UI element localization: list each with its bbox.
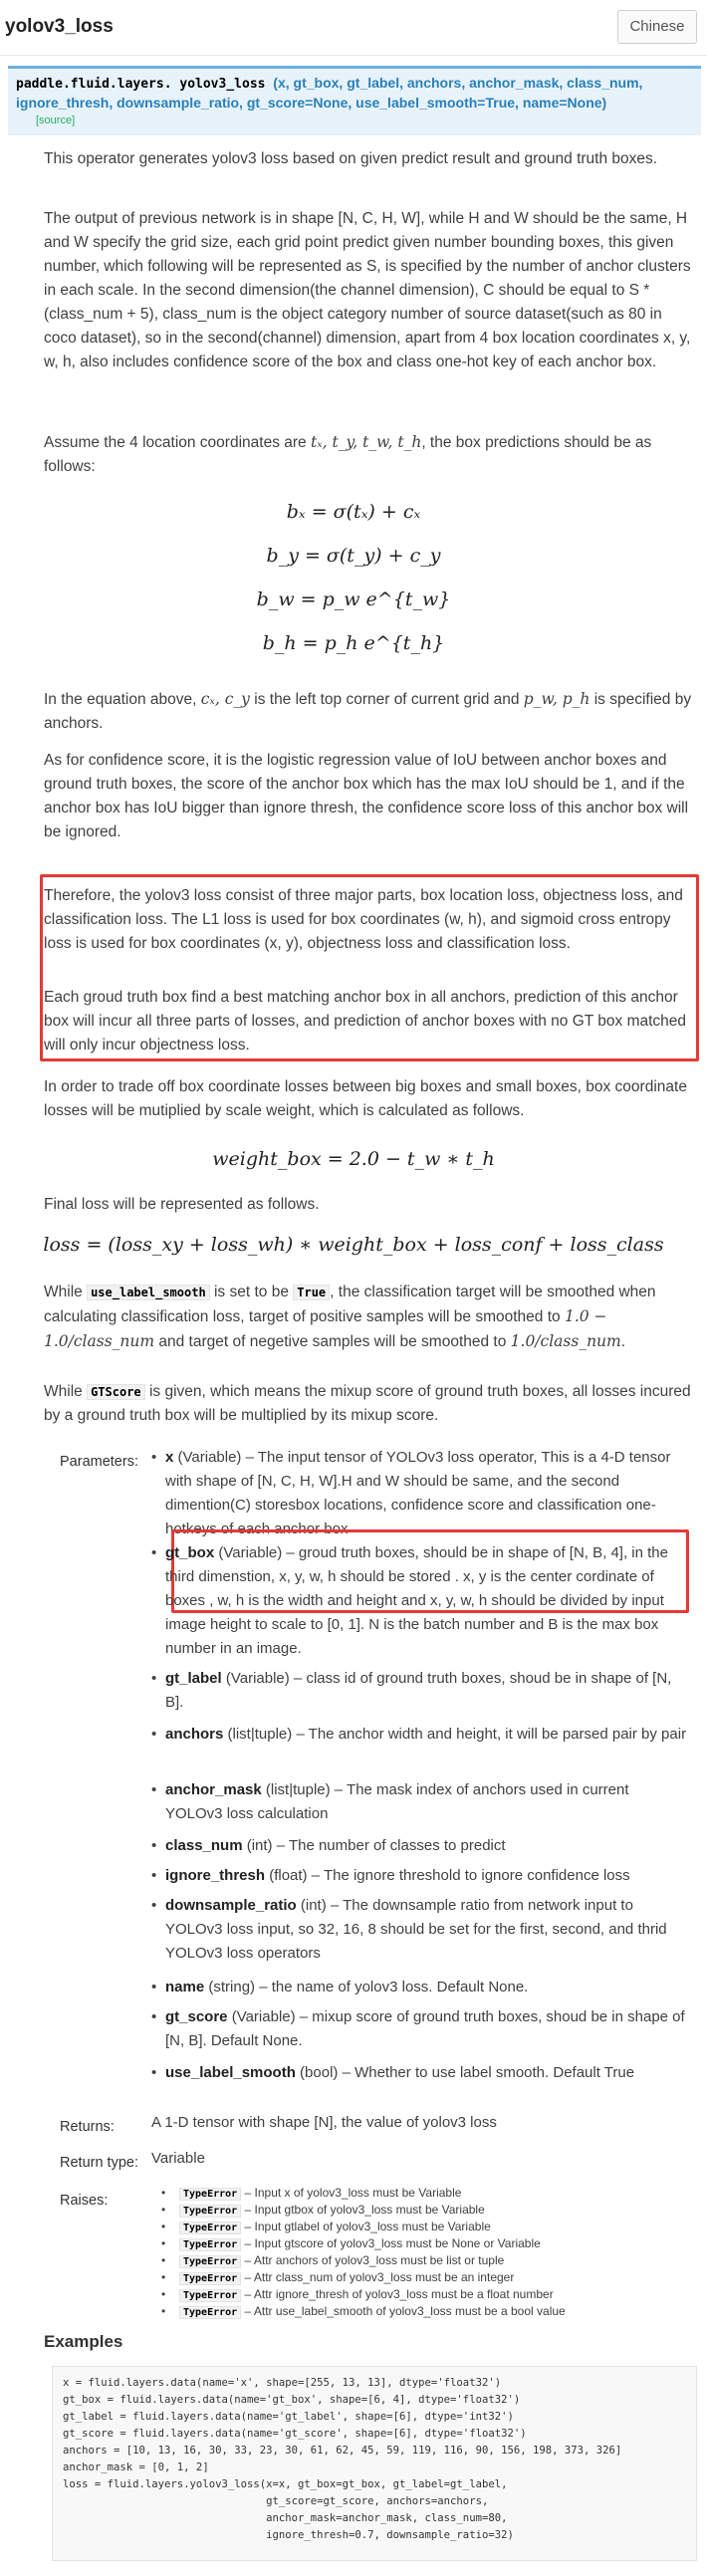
paragraph-equation-note: In the equation above, cₓ, c_y is the left top corner of current grid and p_w, p_h is specified by anchors. xyxy=(44,690,692,732)
code-line: anchor_mask = [0, 1, 2] xyxy=(63,2461,209,2473)
code-line: x = fluid.layers.data(name='x', shape=[255, 13, 13], dtype='float32') xyxy=(63,2377,502,2389)
code-line: anchor_mask=anchor_mask, class_num=80, xyxy=(63,2512,508,2524)
code-line: loss = fluid.layers.yolov3_loss(x=x, gt_box=gt_box, gt_label=gt_label, xyxy=(63,2478,508,2490)
equation-by: b_y = σ(t_y) + c_y xyxy=(266,545,441,567)
code-line: gt_score=gt_score, anchors=anchors, xyxy=(63,2495,489,2507)
paragraph-output-shape: The output of previous network is in shape [N, C, H, W], while H and W should be the same, H and W specify the grid size, each grid point predict given number bounding boxes, this given number, which following will be represented as S, is specified by the number of anchor clusters in each scale. In the second dimension(the channel dimension), C should be equal to S * (class_num + 5), class_num is the object category number of source dataset(such as 80 in coco dataset), so in the second(channel) dimension, apart from 4 box location coordinates x, y, w, h, also includes confidence score of the box and class one-hot key of each anchor box. xyxy=(44,210,691,370)
raise-item: • TypeError – Attr use_label_smooth of yolov3_loss must be a bool value xyxy=(151,2303,689,2321)
paragraph-label-smooth: While use_label_smooth is set to be True , the classification target will be smoothed when calculating classification loss, target of positive samples will be smoothed to 1.0 − 1.0/class_num and target of negetive samples will be smoothed to 1.0/class_num. xyxy=(44,1284,656,1350)
return-type-label: Return type: xyxy=(60,2155,138,2171)
param-anchor-mask: • anchor_mask (list|tuple) – The mask index of anchors used in current YOLOv3 loss calculation xyxy=(151,1778,689,1826)
examples-title: Examples xyxy=(44,2332,123,2351)
function-name: yolov3_loss xyxy=(179,77,266,92)
raise-item: • TypeError – Input gtlabel of yolov3_loss must be Variable xyxy=(151,2219,689,2236)
raises-label: Raises: xyxy=(60,2193,109,2209)
raise-item: • TypeError – Attr anchors of yolov3_loss must be list or tuple xyxy=(151,2252,689,2270)
source-link[interactable]: [source] xyxy=(36,115,76,126)
math-t-coords: tₓ, t_y, t_w, t_h xyxy=(310,433,422,451)
param-anchors: • anchors (list|tuple) – The anchor width and height, it will be parsed pair by pair xyxy=(151,1723,689,1747)
paragraph-gtscore: While GTScore is given, which means the mixup score of ground truth boxes, all losses incured by a ground truth box will be multiplied by its mixup score. xyxy=(44,1383,691,1424)
param-gt-box: • gt_box (Variable) – groud truth boxes, should be in shape of [N, B, 4], in the third dimenstion, x, y, w, h should be stored . x, y is the center cordinate of boxes , w, h is the width and height and x, y, w, h should be divided by input image height to scale to [0, 1]. N is the batch number and B is the max box number in an image. xyxy=(151,1541,689,1661)
param-x: • x (Variable) – The input tensor of YOLOv3 loss operator, This is a 4-D tensor with shape of [N, C, H, W].H and W should be same, and the second dimention(C) storesbox locations, confidence score and classification one-hotkeys of each anchor box xyxy=(151,1446,689,1541)
param-gt-label: • gt_label (Variable) – class id of ground truth boxes, shoud be in shape of [N, B]. xyxy=(151,1667,689,1715)
code-example[interactable] xyxy=(52,2366,697,2561)
code-line: gt_score = fluid.layers.data(name='gt_score', shape=[6], dtype='float32') xyxy=(63,2428,527,2440)
param-use-label-smooth: • use_label_smooth (bool) – Whether to use label smooth. Default True xyxy=(151,2061,689,2085)
returns-value: A 1-D tensor with shape [N], the value of yolov3 loss xyxy=(151,2114,497,2131)
page-title: yolov3_loss xyxy=(5,16,114,37)
raise-item: • TypeError – Input gtbox of yolov3_loss must be Variable xyxy=(151,2202,689,2220)
return-type-value: Variable xyxy=(151,2150,205,2167)
returns-label: Returns: xyxy=(60,2119,115,2135)
raise-item: • TypeError – Input x of yolov3_loss must be Variable xyxy=(151,2185,689,2203)
equation-bh: b_h = p_h e^{t_h} xyxy=(262,632,445,654)
raise-item: • TypeError – Input gtscore of yolov3_loss must be None or Variable xyxy=(151,2235,689,2253)
equation-loss: loss = (loss_xy + loss_wh) ∗ weight_box + loss_conf + loss_class xyxy=(43,1234,664,1256)
paragraph-loss-parts: Therefore, the yolov3 loss consist of three major parts, box location loss, objectness loss, and classification loss. The L1 loss is used for box coordinates (w, h), and sigmoid cross entropy loss is used for box coordinates (x, y), objectness loss and classification loss. xyxy=(44,887,683,952)
paragraph-matching: Each groud truth box find a best matching anchor box in all anchors, prediction of this anchor box will incur all three parts of losses, and prediction of anchor boxes with no GT box matched will only incur objectness loss. xyxy=(44,989,687,1054)
page-header xyxy=(0,0,707,56)
param-name: • name (string) – the name of yolov3 loss. Default None. xyxy=(151,1976,689,1999)
module-path: paddle.fluid.layers. xyxy=(16,77,172,92)
equation-bx: bₓ = σ(tₓ) + cₓ xyxy=(286,501,421,523)
function-signature xyxy=(8,66,701,135)
code-line: ignore_thresh=0.7, downsample_ratio=32) xyxy=(63,2529,514,2541)
code-line: gt_box = fluid.layers.data(name='gt_box', shape=[6, 4], dtype='float32') xyxy=(63,2394,521,2406)
param-downsample-ratio: • downsample_ratio (int) – The downsample ratio from network input to YOLOv3 loss input, so 32, 16, 8 should be set for the first, second, and thrid YOLOv3 loss operators xyxy=(151,1894,689,1966)
function-params: (x, gt_box, gt_label, anchors, anchor_mask, class_num, ignore_thresh, downsample_ratio, gt_score=None, use_label_smooth=True, name=None) xyxy=(16,75,643,111)
param-ignore-thresh: • ignore_thresh (float) – The ignore threshold to ignore confidence loss xyxy=(151,1864,689,1888)
language-switch-button[interactable]: Chinese xyxy=(617,10,697,44)
raise-item: • TypeError – Attr class_num of yolov3_loss must be an integer xyxy=(151,2269,689,2287)
code-line: anchors = [10, 13, 16, 30, 33, 23, 30, 61, 62, 45, 59, 119, 116, 90, 156, 198, 373, 326] xyxy=(63,2445,622,2457)
parameters-label: Parameters: xyxy=(60,1454,138,1470)
paragraph-confidence: As for confidence score, it is the logistic regression value of IoU between anchor boxes and ground truth boxes, the score of the anchor box which has the max IoU should be 1, and if the anchor box has IoU bigger than ignore thresh, the confidence score loss of this anchor box will be ignored. xyxy=(44,752,689,840)
code-line: gt_label = fluid.layers.data(name='gt_label', shape=[6], dtype='int32') xyxy=(63,2411,514,2423)
equation-weight-box: weight_box = 2.0 − t_w ∗ t_h xyxy=(212,1148,495,1170)
paragraph-location-coords: Assume the 4 location coordinates are tₓ, t_y, t_w, t_h, the box predictions should be as follows: xyxy=(44,433,652,475)
param-gt-score: • gt_score (Variable) – mixup score of ground truth boxes, shoud be in shape of [N, B]. Default None. xyxy=(151,2005,689,2053)
paragraph-intro: This operator generates yolov3 loss based on given predict result and ground truth boxes. xyxy=(44,150,658,167)
equation-bw: b_w = p_w e^{t_w} xyxy=(256,588,451,610)
paragraph-final-loss: Final loss will be represented as follows. xyxy=(44,1196,320,1213)
raise-item: • TypeError – Attr ignore_thresh of yolov3_loss must be a float number xyxy=(151,2286,689,2304)
param-class-num: • class_num (int) – The number of classes to predict xyxy=(151,1834,689,1858)
paragraph-trade-off: In order to trade off box coordinate losses between big boxes and small boxes, box coordinate losses will be mutiplied by scale weight, which is calculated as follows. xyxy=(44,1078,687,1119)
